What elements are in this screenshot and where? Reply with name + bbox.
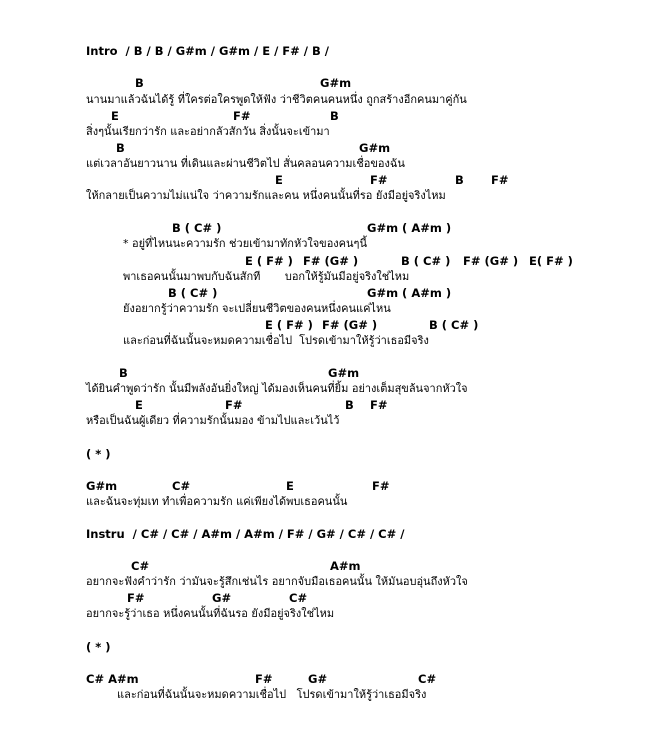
chord: B: [116, 141, 125, 155]
lyric-line: [0, 381, 666, 397]
chord: G#m ( A#m ): [367, 286, 452, 300]
repeat-chorus: ( * ): [86, 640, 111, 654]
lyric-line: [0, 413, 666, 429]
chord: C# A#m: [86, 672, 139, 686]
chord-line: [0, 558, 666, 574]
chord: G#m: [359, 141, 391, 155]
instru-line: [0, 526, 666, 542]
chord: E( F# ): [529, 254, 573, 268]
lyric: ให้กลายเป็นความไม่แน่ใจ ว่าความรักและคน หนึ่งคนนั้นที่รอ ยังมีอยู่จริงไหม: [86, 189, 446, 202]
lyric-line: [0, 156, 666, 172]
chord-line: [0, 285, 666, 301]
chord: F#: [491, 173, 509, 187]
chord: B ( C# ): [401, 254, 451, 268]
lyric: หรือเป็นฉันผู้เดียว ที่ความรักนั้นมอง ข้ามไปและเว้นไว้: [86, 414, 340, 427]
chord-line: [0, 317, 666, 333]
lyric: ยังอยากรู้ว่าความรัก จะเปลี่ยนชีวิตของคนหนึ่งคนแค่ไหน: [123, 302, 391, 315]
lyric-line: [0, 92, 666, 108]
chord: F#: [370, 398, 388, 412]
chord: F#: [233, 109, 251, 123]
lyric-line: [0, 236, 666, 252]
lyric-line: [0, 687, 666, 703]
intro-line: [0, 43, 666, 59]
chord-line: [0, 365, 666, 381]
chord: F#: [372, 479, 390, 493]
chord: F# (G# ): [303, 254, 359, 268]
chord: B: [455, 173, 464, 187]
chord: G#m: [320, 76, 352, 90]
chord-line: [0, 140, 666, 156]
chord-line: [0, 397, 666, 413]
lyric: และก่อนที่ฉันนั้นจะหมดความเชื่อไป โปรดเข้ามาให้รู้ว่าเธอมีจริง: [123, 334, 429, 347]
chord: B: [330, 109, 339, 123]
chord: E: [275, 173, 283, 187]
lyric: แต่เวลาอันยาวนาน ที่เดินและผ่านชีวิตไป สั่นคลอนความเชื่อของฉัน: [86, 157, 405, 170]
chord-line: [0, 590, 666, 606]
lyric: อยากจะรู้ว่าเธอ หนึ่งคนนั้นที่ฉันรอ ยังมีอยู่จริงใช่ไหม: [86, 607, 335, 620]
chord: G#m: [328, 366, 360, 380]
chord-line: [0, 172, 666, 188]
lyric-line: [0, 269, 666, 285]
lyric: สิ่งๆนั้นเรียกว่ารัก และอย่ากลัวสักวัน สิ่งนั้นจะเข้ามา: [86, 125, 330, 138]
lyric: และฉันจะทุ่มเท ทำเพื่อความรัก แค่เพียงได้พบเธอคนนั้น: [86, 495, 348, 508]
chord: E: [111, 109, 119, 123]
chord: F# (G# ): [322, 318, 378, 332]
intro-chords: Intro / B / B / G#m / G#m / E / F# / B /: [86, 44, 329, 58]
instru-chords: Instru / C# / C# / A#m / A#m / F# / G# / C# / C# /: [86, 527, 405, 541]
chord: B: [119, 366, 128, 380]
chord-line: [0, 671, 666, 687]
chord: F#: [225, 398, 243, 412]
lyric: นานมาแล้วฉันได้รู้ ที่ใครต่อใครพูดให้ฟัง ว่าชีวิตคนคนหนึ่ง ถูกสร้างอีกคนมาคู่กัน: [86, 93, 467, 106]
chord: B ( C# ): [429, 318, 479, 332]
chord: F#: [127, 591, 145, 605]
chord: E ( F# ): [245, 254, 293, 268]
lyric-line: [0, 301, 666, 317]
chord: G#m ( A#m ): [367, 221, 452, 235]
chord: C#: [289, 591, 308, 605]
lyric-line: [0, 124, 666, 140]
chord: G#: [308, 672, 328, 686]
chord: B ( C# ): [168, 286, 218, 300]
chord-line: [0, 220, 666, 236]
repeat-marker: [0, 446, 666, 462]
chord: E: [286, 479, 294, 493]
chord: F#: [370, 173, 388, 187]
chord: C#: [131, 559, 150, 573]
chord: G#: [212, 591, 232, 605]
lyric-line: [0, 188, 666, 204]
lyric: * อยู่ที่ไหนนะความรัก ช่วยเข้ามาทักหัวใจของคนๆนี้: [123, 237, 367, 250]
chord: B: [135, 76, 144, 90]
lyric: ได้ยินคำพูดว่ารัก นั้นมีพลังอันยิ่งใหญ่ ได้มองเห็นคนที่ยิ้ม อย่างเต็มสุขล้นจากหัวใจ: [86, 382, 468, 395]
chord: A#m: [330, 559, 361, 573]
lyric-line: [0, 606, 666, 622]
chord: F# (G# ): [463, 254, 519, 268]
chord-line: [0, 108, 666, 124]
lyric: พาเธอคนนั้นมาพบกับฉันสักที บอกให้รู้มันมีอยู่จริงใช่ไหม: [123, 270, 410, 283]
repeat-chorus: ( * ): [86, 447, 111, 461]
chord-line: [0, 478, 666, 494]
repeat-marker: [0, 639, 666, 655]
lyric-line: [0, 494, 666, 510]
chord: B: [345, 398, 354, 412]
chord-line: [0, 75, 666, 91]
chord: E ( F# ): [265, 318, 313, 332]
chord-line: [0, 253, 666, 269]
lyric-line: [0, 333, 666, 349]
lyric: และก่อนที่ฉันนั้นจะหมดความเชื่อไป โปรดเข้ามาให้รู้ว่าเธอมีจริง: [117, 688, 427, 701]
chord: E: [135, 398, 143, 412]
chord: C#: [172, 479, 191, 493]
lyric: อยากจะฟังคำว่ารัก ว่ามันจะรู้สึกเช่นไร อยากจับมือเธอคนนั้น ให้มันอบอุ่นถึงหัวใจ: [86, 575, 468, 588]
chord: C#: [418, 672, 437, 686]
chord: F#: [255, 672, 273, 686]
chord: B ( C# ): [172, 221, 222, 235]
lyric-line: [0, 574, 666, 590]
chord: G#m: [86, 479, 118, 493]
